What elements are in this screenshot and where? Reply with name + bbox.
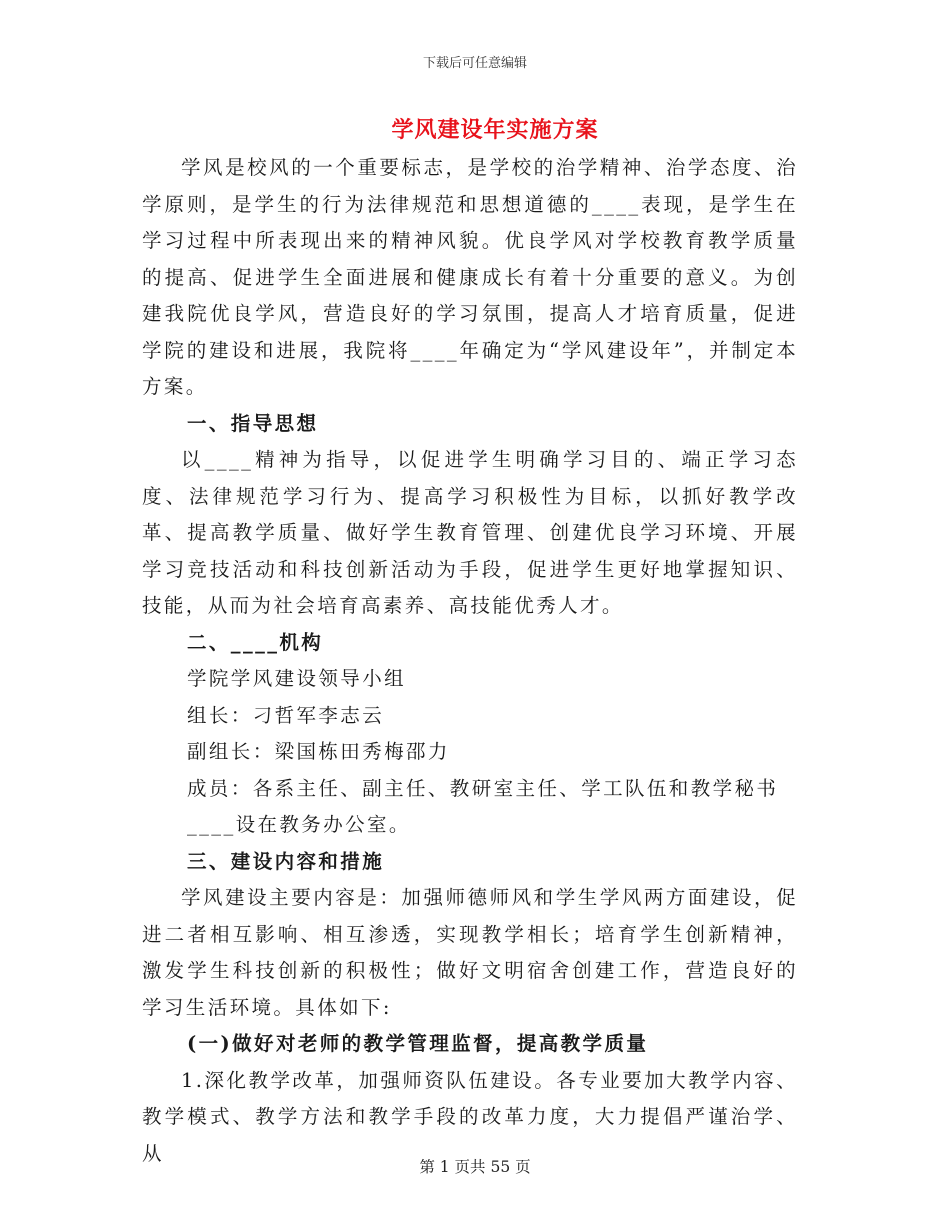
header-note: 下载后可任意编辑 bbox=[422, 56, 527, 71]
document-body bbox=[142, 150, 798, 1172]
section-heading-organization: 二、____机构 bbox=[187, 630, 324, 654]
org-group-name: 学院学风建设领导小组 bbox=[187, 667, 407, 690]
paragraph-guiding-thought: 以____精神为指导，以促进学生明确学习目的、端正学习态度、法律规范学习行为、提高学习积极性为目标，以抓好教学改革、提高教学质量、做好学生教育管理、创建优良学习环境、开展学习竞技活动和科技创新活动为手段，促进学生更好地掌握知识、技能，从而为社会培育高素养、高技能优秀人才。 bbox=[142, 448, 798, 617]
paragraph-intro: 学风是校风的一个重要标志，是学校的治学精神、治学态度、治学原则，是学生的行为法律规范和思想道德的____表现，是学生在学习过程中所表现出来的精神风貌。优良学风对学校教育教学质量的提高、促进学生全面进展和健康成长有着十分重要的意义。为创建我院优良学风，营造良好的学习氛围，提高人才培育质量，促进学院的建设和进展，我院将____年确定为“学风建设年”，并制定本方案。 bbox=[142, 156, 798, 398]
org-deputy-leader: 副组长：梁国栋田秀梅邵力 bbox=[187, 740, 450, 763]
org-members: 成员：各系主任、副主任、教研室主任、学工队伍和教学秘书 bbox=[187, 776, 779, 800]
paragraph-teaching-reform: 1.深化教学改革，加强师资队伍建设。各专业要加大教学内容、教学模式、教学方法和教学手段的改革力度，大力提倡严谨治学、从 bbox=[142, 1068, 798, 1165]
section-heading-content-measures: 三、建设内容和措施 bbox=[187, 849, 385, 873]
org-leader: 组长：刁哲军李志云 bbox=[187, 703, 385, 727]
page-footer: 第 1 页共 55 页 bbox=[419, 1158, 531, 1176]
paragraph-content-measures: 学风建设主要内容是：加强师德师风和学生学风两方面建设，促进二者相互影响、相互渗透，实现教学相长；培育学生创新精神，激发学生科技创新的积极性；做好文明宿舍创建工作，营造良好的学习生活环境。具体如下: bbox=[142, 886, 798, 1019]
section-heading-guiding-thought: 一、指导思想 bbox=[187, 411, 319, 435]
document-title: 学风建设年实施方案 bbox=[391, 117, 599, 143]
org-office: ____设在教务办公室。 bbox=[187, 813, 411, 836]
subsection-heading-teaching-supervision: (一)做好对老师的教学管理监督，提高教学质量 bbox=[187, 1032, 649, 1055]
